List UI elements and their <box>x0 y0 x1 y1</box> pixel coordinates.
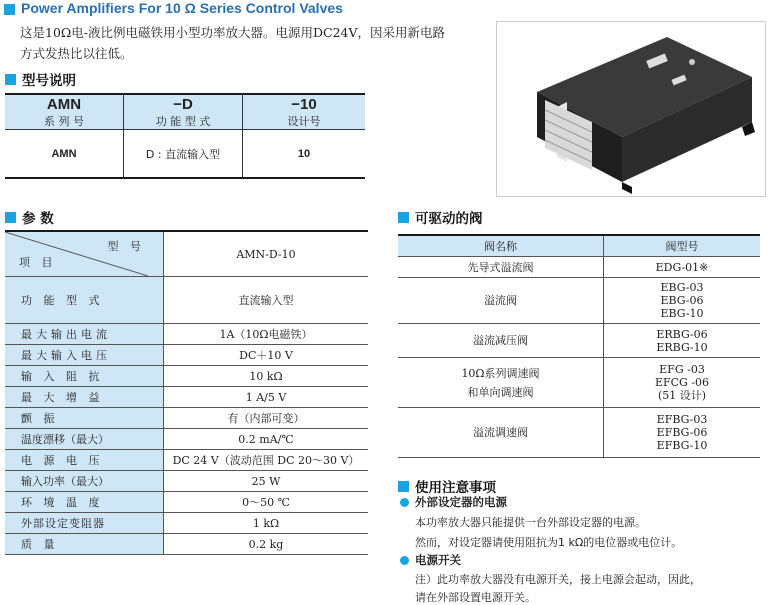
param-key: 功 能 型 式 <box>5 277 164 324</box>
model-value-function: D : 直流输入型 <box>124 130 243 179</box>
valve-name: 溢流调速阀 <box>398 408 604 458</box>
valve-name: 溢流阀 <box>398 278 604 324</box>
note-1-title-text: 外部设定器的电源 <box>415 495 507 509</box>
corner-bottom-label: 项 目 <box>19 256 57 269</box>
notes-section-title <box>398 476 496 496</box>
params-corner-cell <box>5 231 164 277</box>
valve-models: EFG -03 EFCG -06 (51 设计) <box>604 358 761 408</box>
param-value: 10 kΩ <box>164 366 369 387</box>
model-value-design: 10 <box>243 130 366 179</box>
param-value: 0.2 mA/℃ <box>164 429 369 450</box>
valve-name: 10Ω系列调速阀 和单向调速阀 <box>398 358 604 408</box>
notes-section-title-text: 使用注意事项 <box>415 480 496 496</box>
intro-line-2: 方式发热比以往低。 <box>20 46 133 61</box>
valve-models: EFBG-03 EFBG-06 EFBG-10 <box>604 408 761 458</box>
corner-top-label: 型 号 <box>107 240 145 253</box>
param-value: 直流输入型 <box>164 277 369 324</box>
param-value: 1A（10Ω电磁铁） <box>164 324 369 345</box>
note-2-line-1: 注）此功率放大器没有电源开关，接上电源会起动，因此， <box>415 573 701 586</box>
valves-col-name: 阀名称 <box>398 235 604 257</box>
section-marker-icon <box>398 212 409 223</box>
param-value: 1 A/5 V <box>164 387 369 408</box>
valves-table <box>398 234 760 458</box>
params-section-title-text: 参 数 <box>22 211 54 227</box>
param-value: 有（内部可变） <box>164 408 369 429</box>
bullet-dot-icon <box>400 498 409 507</box>
param-key: 质 量 <box>5 534 164 555</box>
valve-models: ERBG-06 ERBG-10 <box>604 324 761 358</box>
param-value: 0～50 ℃ <box>164 492 369 513</box>
valves-section-title-text: 可驱动的阀 <box>415 211 483 227</box>
params-section-title <box>5 207 54 227</box>
note-2-title-text: 电源开关 <box>415 553 461 567</box>
model-header-design: −10 <box>243 94 366 113</box>
valves-col-model: 阀型号 <box>604 235 761 257</box>
page-title-text: Power Amplifiers For 10 Ω Series Control Valves <box>21 0 343 16</box>
section-marker-icon <box>4 4 15 15</box>
param-value: 25 W <box>164 471 369 492</box>
section-marker-icon <box>398 481 409 492</box>
param-key: 最大输出电流 <box>5 324 164 345</box>
params-table <box>5 230 368 555</box>
param-key: 最大输入电压 <box>5 345 164 366</box>
valve-name: 溢流减压阀 <box>398 324 604 358</box>
note-1-line-2: 然而，对设定器请使用阻抗为1 kΩ的电位器或电位计。 <box>415 536 683 549</box>
note-2-title <box>400 552 461 568</box>
param-key: 颤 振 <box>5 408 164 429</box>
model-sub-function: 功 能 型 式 <box>124 113 243 130</box>
model-section-title-text: 型号说明 <box>22 73 76 89</box>
param-key: 最 大 增 益 <box>5 387 164 408</box>
model-value-series: AMN <box>5 130 124 179</box>
params-model-name: AMN-D-10 <box>164 231 369 277</box>
intro-line-1: 这是10Ω电-液比例电磁铁用小型功率放大器。电源用DC24V，因采用新电路 <box>20 25 446 40</box>
param-key: 电 源 电 压 <box>5 450 164 471</box>
param-key: 环 境 温 度 <box>5 492 164 513</box>
page-title <box>4 0 343 16</box>
param-key: 外部设定变阻器 <box>5 513 164 534</box>
model-table <box>5 93 365 179</box>
valve-name: 先导式溢流阀 <box>398 257 604 278</box>
model-sub-design: 设计号 <box>243 113 366 130</box>
bullet-dot-icon <box>400 556 409 565</box>
model-header-series: AMN <box>5 94 124 113</box>
model-header-function: −D <box>124 94 243 113</box>
param-value: 1 kΩ <box>164 513 369 534</box>
note-1-line-1: 本功率放大器只能提供一台外部设定器的电源。 <box>415 516 646 529</box>
section-marker-icon <box>5 212 16 223</box>
param-value: 0.2 kg <box>164 534 369 555</box>
param-key: 温度漂移（最大） <box>5 429 164 450</box>
param-value: DC 24 V（波动范围 DC 20～30 V） <box>164 450 369 471</box>
param-value: DC＋10 V <box>164 345 369 366</box>
valve-models: EDG-01※ <box>604 257 761 278</box>
valve-models: EBG-03 EBG-06 EBG-10 <box>604 278 761 324</box>
product-photo <box>496 21 766 197</box>
model-sub-series: 系 列 号 <box>5 113 124 130</box>
amplifier-image-icon <box>497 22 765 196</box>
note-2-line-2: 请在外部设置电源开关。 <box>415 591 536 604</box>
note-1-title <box>400 494 507 510</box>
valves-section-title <box>398 207 483 227</box>
model-section-title <box>5 69 76 89</box>
section-marker-icon <box>5 74 16 85</box>
param-key: 输 入 阻 抗 <box>5 366 164 387</box>
param-key: 输入功率（最大） <box>5 471 164 492</box>
